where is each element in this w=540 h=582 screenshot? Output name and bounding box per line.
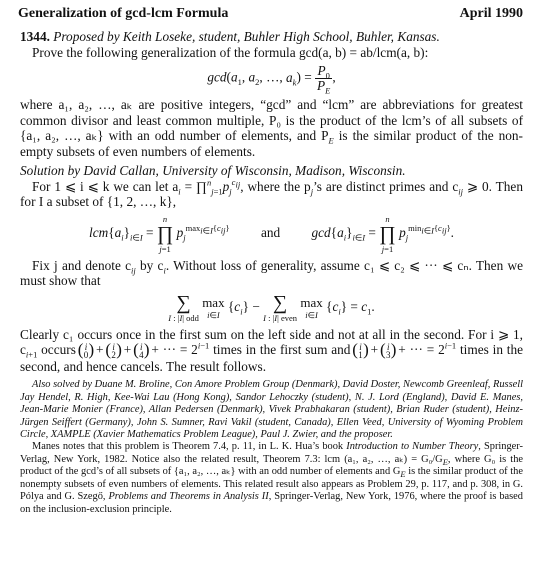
also-solved-by: Also solved by Duane M. Broline, Con Amore Problem Group (Denmark), David Doster, Newcomb Greenleaf, Russell Jay Hendel, R. High, Kee-Wai Lau (Hong Kong), Sandor Lehoczky (student), N. J. Lord (England), David E. Manes, Jean-Marie Monier (France), Allan Pedersen (Denmark), Vivek Prabhakaran (student), Brian Ruder (student), Heinz-Jürgen Seiffert (Germany), John S. Sumner, Ravi Vakil (student, Canada), Ellen Veed, University of Wyoming Problem Circle, XAMPLE (Xavier Mathematics Problem League), Paul J. Zwier, and the proposer. — [20, 379, 523, 441]
book-title-hua: Introduction to Number Theory — [346, 441, 479, 453]
solution-paragraph-2: Fix j and denote $c_{ij}$ by $c_i$. Without loss of generality, assume c₁ ⩽ c₂ ⩽ ··· ⩽ cₙ. Then we must show that — [20, 257, 523, 288]
problem-proposal — [20, 29, 523, 45]
problem-number: 1344. — [20, 29, 50, 44]
header-title: Generalization of gcd-lcm Formula — [18, 6, 229, 21]
running-header — [18, 6, 523, 22]
problem-proposer: Proposed by Keith Loseke, student, Buhler High School, Buhler, Kansas. — [53, 29, 440, 44]
equation-lcm-gcd-products: $lcm\{a_i\}_{i\in I}$ = n ∏ j=1 $p_j^{max_{i\in I}\{c_{ij}\}}$ and $\gcd\{a_i\}_{i\in I}$ = n ∏ j=1 $p_j^{min_{i\in I}\{c_{ij}\}}$. — [89, 213, 454, 254]
equation-max-sums: ∑ I : |I| odd max i∈I $\{c_i\}$ − ∑ I : |I| even max i∈I $\{c_i\} = c_1$. — [168, 291, 375, 323]
problem-definitions: where a₁, a₂, …, aₖ are positive integers, “gcd” and “lcm” are abbreviations for greatest common divisor and least common multiple, P₀ is the product of the lcm’s of all subsets of {a₁, a₂, …, aₖ} with an odd number of elements, and $P_E$ is the similar product of the non-empty subsets of even numbers of elements. — [20, 97, 523, 159]
solution-paragraph-3: Clearly c₁ occurs once in the first sum on the left side and not at all in the second. For i ⩾ 1, $c_{i+1}$ occurs ( i 0 ) + ( i 2 ) + ( i 4 ) + ··· = $2^{i-1}$ times in the first sum and ( i 1 ) + ( i 3 ) + ··· = $2^{i-1}$ times in the second, and hence cancels. The result follows. — [20, 327, 523, 375]
definition-text-2: is the similar product of the non-empty subsets of even numbers of elements. — [20, 128, 523, 159]
editor-note: Manes notes that this problem is Theorem 7.4, p. 11, in L. K. Hua’s book Introduction to Number Theory, Springer-Verlag, New York, 1982. Notice also the related result, Theorem 7.3: lcm (a₁, a₂, …, $a_k) = G_0/G_E$, where G₀ is the product of the gcd’s of all subsets of {a₁, a₂, …, aₖ} with an odd number of elements and $G_E$ is the similar product of the nonempty subsets of even numbers of elements. This related result also appears as Problem 29, p. 117, and p. 308, in G. Pólya and G. Szegő, Problems and Theorems in Analysis II, Springer-Verlag, New York, 1976, where the proof is based on the inclusion-exclusion principle. — [20, 441, 524, 515]
definition-text-1: where a₁, a₂, …, aₖ are positive integers, “gcd” and “lcm” are abbreviations for greatest common divisor and least common multiple, P₀ is the product of the lcm’s of all subsets of {a₁, a₂, …, aₖ} with an odd number of elements, and P — [20, 97, 523, 143]
equation-gcd-formula: $\gcd(a_1$, $a_2$, …, $a_k$) = $\frac{P_0}{P_E}$ , — [207, 63, 336, 96]
word-and: and — [260, 224, 281, 240]
problem-statement: Prove the following generalization of the formula gcd(a, b) = ab/lcm(a, b): — [32, 44, 429, 60]
solution-paragraph-1: For 1 ⩽ i ⩽ k we can let $a_i$ = $\prod^n_{j=1}p_j^{c_{ij}}$, where the $p_j’s$ are distinct primes and $c_{ij}$ ⩾ 0. Then for I a subset of {1, 2, …, k}, — [20, 177, 523, 209]
header-date: April 1990 — [459, 6, 523, 21]
solution-byline: Solution by David Callan, University of Wisconsin, Madison, Wisconsin. — [20, 163, 406, 178]
book-title-polya-szego: Problems and Theorems in Analysis II — [108, 491, 269, 503]
